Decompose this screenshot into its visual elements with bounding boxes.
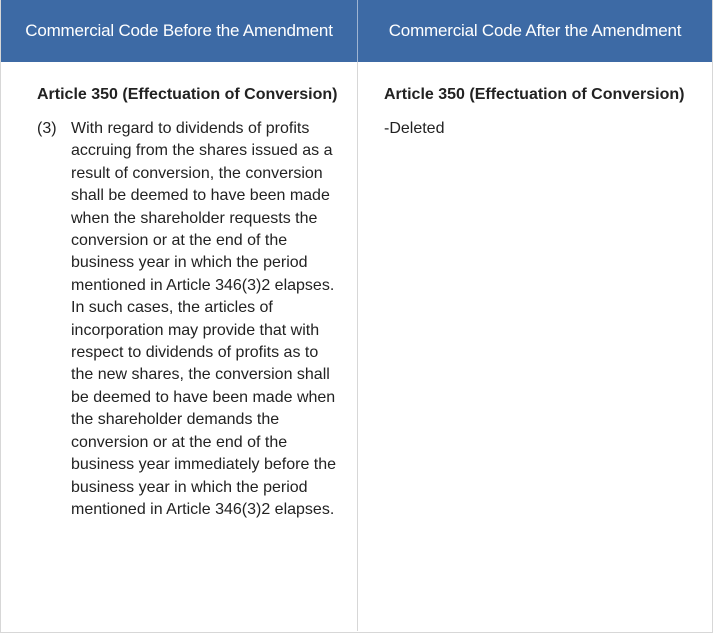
header-before-amendment: Commercial Code Before the Amendment [1, 0, 358, 62]
after-article-title: Article 350 (Effectuation of Conversion) [384, 86, 685, 103]
clause-text: With regard to dividends of profits accruing from the shares issued as a result of conversion, the conversion shall be deemed to have been made when the shareholder requests the conversion or at the end of the business year in which the period mentioned in Article 346(3)2 elapses. In such cases, the articles of incorporation may provide that with respect to dividends of profits as to the new shares, the conversion shall be deemed to have been made when the shareholder demands the conversion or at the end of the business year immediately before the business year in which the period mentioned in Article 346(3)2 elapses. [71, 120, 337, 518]
table-header [1, 0, 712, 62]
before-clause [37, 118, 339, 521]
after-amendment-column [358, 62, 712, 631]
before-article-title: Article 350 (Effectuation of Conversion) [37, 86, 338, 103]
table-body [1, 62, 712, 631]
clause-number: (3) [37, 120, 57, 137]
deleted-text: -Deleted [384, 120, 445, 137]
header-after-amendment: Commercial Code After the Amendment [388, 21, 682, 40]
before-amendment-column [1, 62, 358, 631]
